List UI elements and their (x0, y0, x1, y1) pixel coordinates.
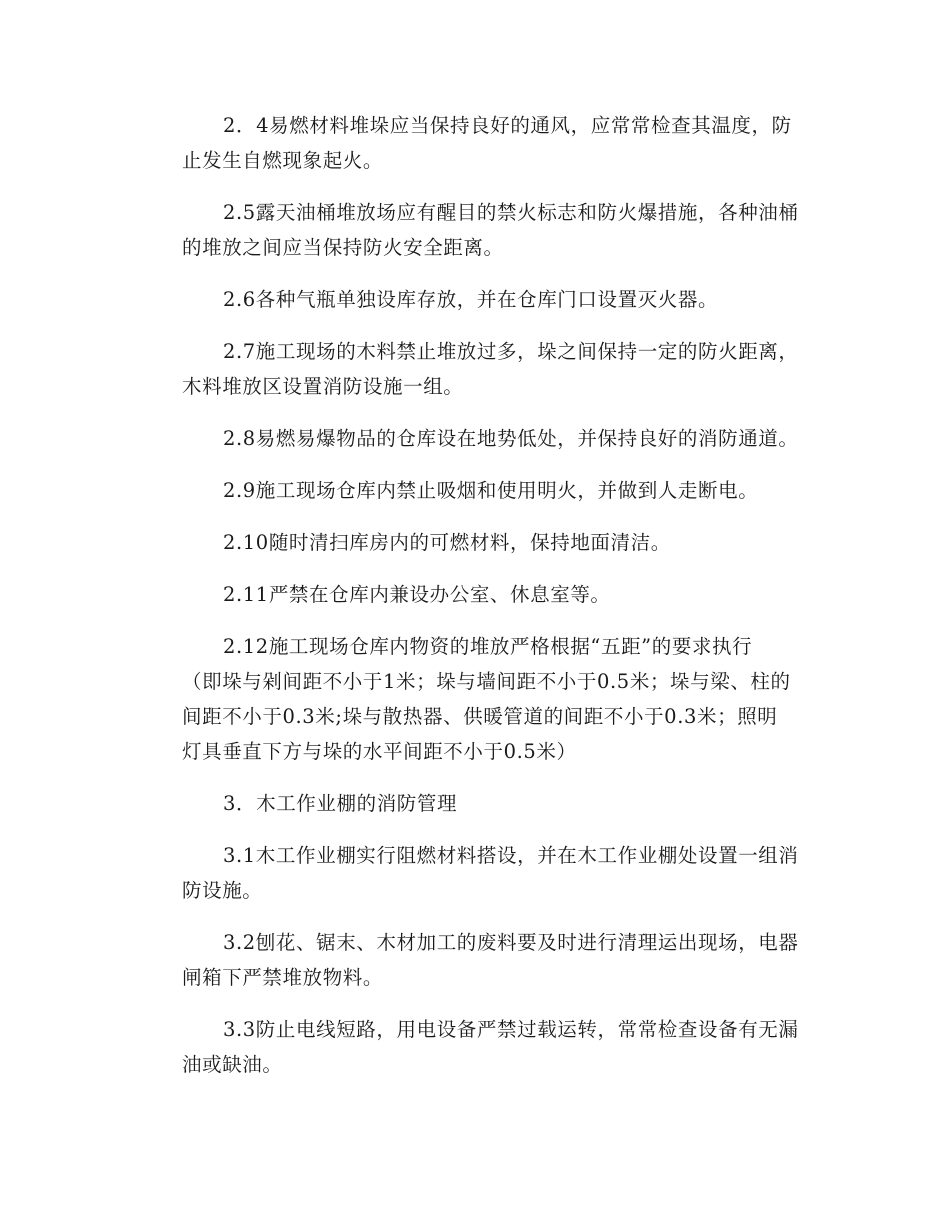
text-line: 的堆放之间应当保持防火安全距离。 (182, 236, 504, 259)
text-line: 2.12施工现场仓库内物资的堆放严格根据“五距”的要求执行 (223, 635, 753, 658)
text-line: 3.1木工作业棚实行阻燃材料搭设，并在木工作业棚处设置一组消 (223, 844, 799, 867)
section-heading-3 (141, 786, 811, 821)
paragraph-2-10 (141, 525, 811, 560)
text-line: 木料堆放区设置消防设施一组。 (182, 375, 464, 398)
paragraph-2-11 (141, 577, 811, 612)
paragraph-2-9 (141, 473, 811, 508)
text-line: 灯具垂直下方与垛的水平间距不小于0.5米） (182, 740, 577, 763)
text-line: 止发生自燃现象起火。 (182, 149, 384, 172)
text-line: 闸箱下严禁堆放物料。 (182, 966, 384, 989)
paragraph-3-3 (141, 1012, 811, 1082)
text-line: 2.5露天油桶堆放场应有醒目的禁火标志和防火爆措施，各种油桶 (223, 201, 799, 224)
paragraph-2-5 (141, 195, 811, 265)
text-line: 防设施。 (182, 879, 263, 902)
paragraph-2-6 (141, 282, 811, 317)
text-line: 2.7施工现场的木料禁止堆放过多，垛之间保持一定的防火距离， (223, 340, 799, 363)
text-line: 2.6各种气瓶单独设库存放，并在仓库门口设置灭火器。 (223, 288, 719, 311)
paragraph-2-8 (141, 421, 811, 456)
paragraph-2-12 (141, 629, 811, 769)
text-line: 油或缺油。 (182, 1053, 283, 1076)
text-line: 2.10随时清扫库房内的可燃材料，保持地面清洁。 (223, 531, 671, 554)
text-line: 间距不小于0.3米;垛与散热器、供暖管道的间距不小于0.3米；照明 (182, 705, 778, 728)
paragraph-3-1 (141, 838, 811, 908)
document-body (141, 108, 811, 1082)
text-line: 2.8易燃易爆物品的仓库设在地势低处，并保持良好的消防通道。 (223, 427, 799, 450)
text-line: 2．4易燃材料堆垛应当保持良好的通风，应常常检查其温度，防 (223, 114, 792, 137)
paragraph-2-7 (141, 334, 811, 404)
text-line: 3．木工作业棚的消防管理 (223, 792, 458, 815)
text-line: 3.3防止电线短路，用电设备严禁过载运转，常常检查设备有无漏 (223, 1018, 799, 1041)
text-line: 3.2刨花、锯末、木材加工的废料要及时进行清理运出现场，电器 (223, 931, 799, 954)
text-line: （即垛与剁间距不小于1米；垛与墙间距不小于0.5米；垛与梁、柱的 (182, 670, 791, 693)
text-line: 2.11严禁在仓库内兼设办公室、休息室等。 (223, 583, 611, 606)
paragraph-2-4 (141, 108, 811, 178)
text-line: 2.9施工现场仓库内禁止吸烟和使用明火，并做到人走断电。 (223, 479, 759, 502)
paragraph-3-2 (141, 925, 811, 995)
